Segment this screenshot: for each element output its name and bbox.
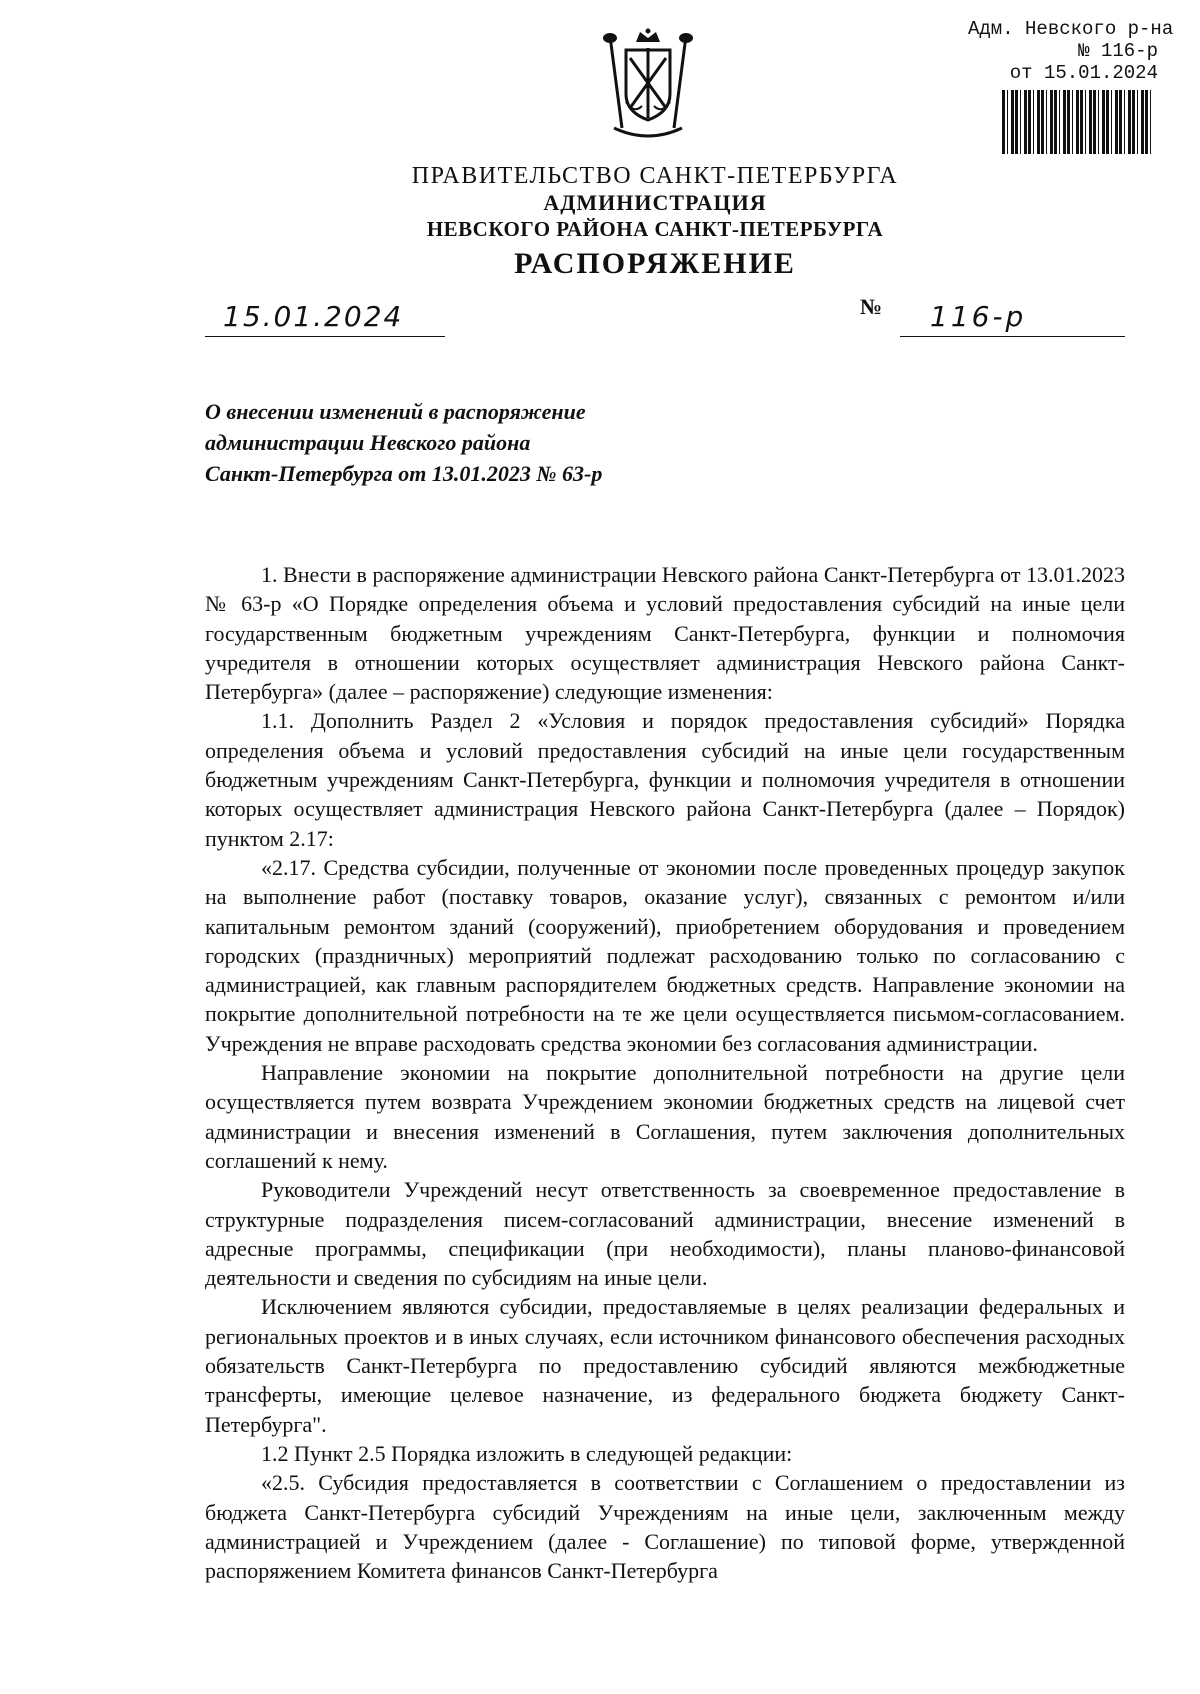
document-type: РАСПОРЯЖЕНИЕ	[514, 247, 796, 280]
paragraph-6: Исключением являются субсидии, предоставляемые в целях реализации федеральных и региональных проектов и в иных случаях, если источником финансового обеспечения расходных обязательств Санкт-Петербурга по предоставлению субсидий являются межбюджетные трансферты, имеющие целевое назначение, из федерального бюджета бюджету Санкт-Петербурга".	[205, 1294, 1125, 1437]
document-date-field	[205, 300, 445, 337]
stamp-line-3: от 15.01.2024	[1009, 62, 1158, 84]
administration-title: АДМИНИСТРАЦИЯ	[543, 190, 767, 215]
paragraph-1: 1. Внести в распоряжение администрации Невского района Санкт-Петербурга от 13.01.2023 № 63-р «О Порядке определения объема и условий предоставления субсидий на иные цели государственным бюджетным учреждениям Санкт-Петербурга, функции и полномочия учредителя в отношении которых осуществляет администрация Невского района Санкт-Петербурга» (далее – распоряжение) следующие изменения:	[205, 562, 1125, 705]
number-sign: №	[860, 294, 883, 319]
saint-petersburg-coat-of-arms-icon	[600, 28, 696, 144]
document-number-field	[900, 300, 1125, 337]
subject-line-1: О внесении изменений в распоряжение	[205, 399, 586, 424]
document-number: 116-р	[930, 300, 1027, 333]
stamp-line-2: № 116-р	[1078, 40, 1158, 62]
document-subject	[205, 396, 725, 489]
registration-stamp	[968, 18, 1174, 84]
government-title: ПРАВИТЕЛЬСТВО САНКТ-ПЕТЕРБУРГА	[411, 163, 899, 189]
document-header	[0, 162, 1200, 284]
paragraph-8: «2.5. Субсидия предоставляется в соответствии с Соглашением о предоставлении из бюджета Санкт-Петербурга субсидий Учреждениям на иные цели, заключенным между администрацией и Учреждением (далее - Соглашение) по типовой форме, утвержденной распоряжением Комитета финансов Санкт-Петербурга	[205, 1470, 1125, 1584]
document-date: 15.01.2024	[223, 300, 404, 333]
subject-line-2: администрации Невского района	[205, 430, 531, 455]
document-body	[205, 560, 1125, 1585]
paragraph-7: 1.2 Пункт 2.5 Порядка изложить в следующей редакции:	[261, 1440, 793, 1466]
paragraph-3: «2.17. Средства субсидии, полученные от экономии после проведенных процедур закупок на выполнение работ (поставку товаров, оказание услуг), связанных с ремонтом и/или капитальным ремонтом зданий (сооружений), приобретением оборудования и проведением городских (праздничных) мероприятий подлежат расходованию только по согласованию с администрацией, как главным распорядителем бюджетных средств. Направление экономии на покрытие дополнительной потребности на те же цели осуществляется письмом-согласованием. Учреждения не вправе расходовать средства экономии без согласования администрации.	[205, 854, 1125, 1056]
barcode	[1002, 90, 1152, 154]
paragraph-5: Руководители Учреждений несут ответственность за своевременное предоставление в структурные подразделения писем-согласований администрации, внесение изменений в адресные программы, спецификации (при необходимости), планы планово-финансовой деятельности и сведения по субсидиям на иные цели.	[205, 1177, 1125, 1291]
paragraph-4: Направление экономии на покрытие дополнительной потребности на другие цели осуществляется путем возврата Учреждением экономии бюджетных средств на лицевой счет администрации и внесения изменений в Соглашения, путем заключения дополнительных соглашений к нему.	[205, 1060, 1125, 1173]
paragraph-2: 1.1. Дополнить Раздел 2 «Условия и порядок предоставления субсидий» Порядка определения объема и условий предоставления субсидий на иные цели государственным бюджетным учреждениям Санкт-Петербурга, функции и полномочия учредителя в отношении которых осуществляет администрация Невского района Санкт-Петербурга (далее – Порядок) пунктом 2.17:	[205, 708, 1125, 851]
subject-line-3: Санкт-Петербурга от 13.01.2023 № 63-р	[205, 461, 603, 486]
stamp-line-1: Адм. Невского р-на	[968, 18, 1174, 40]
district-title: НЕВСКОГО РАЙОНА САНКТ-ПЕТЕРБУРГА	[426, 217, 884, 241]
